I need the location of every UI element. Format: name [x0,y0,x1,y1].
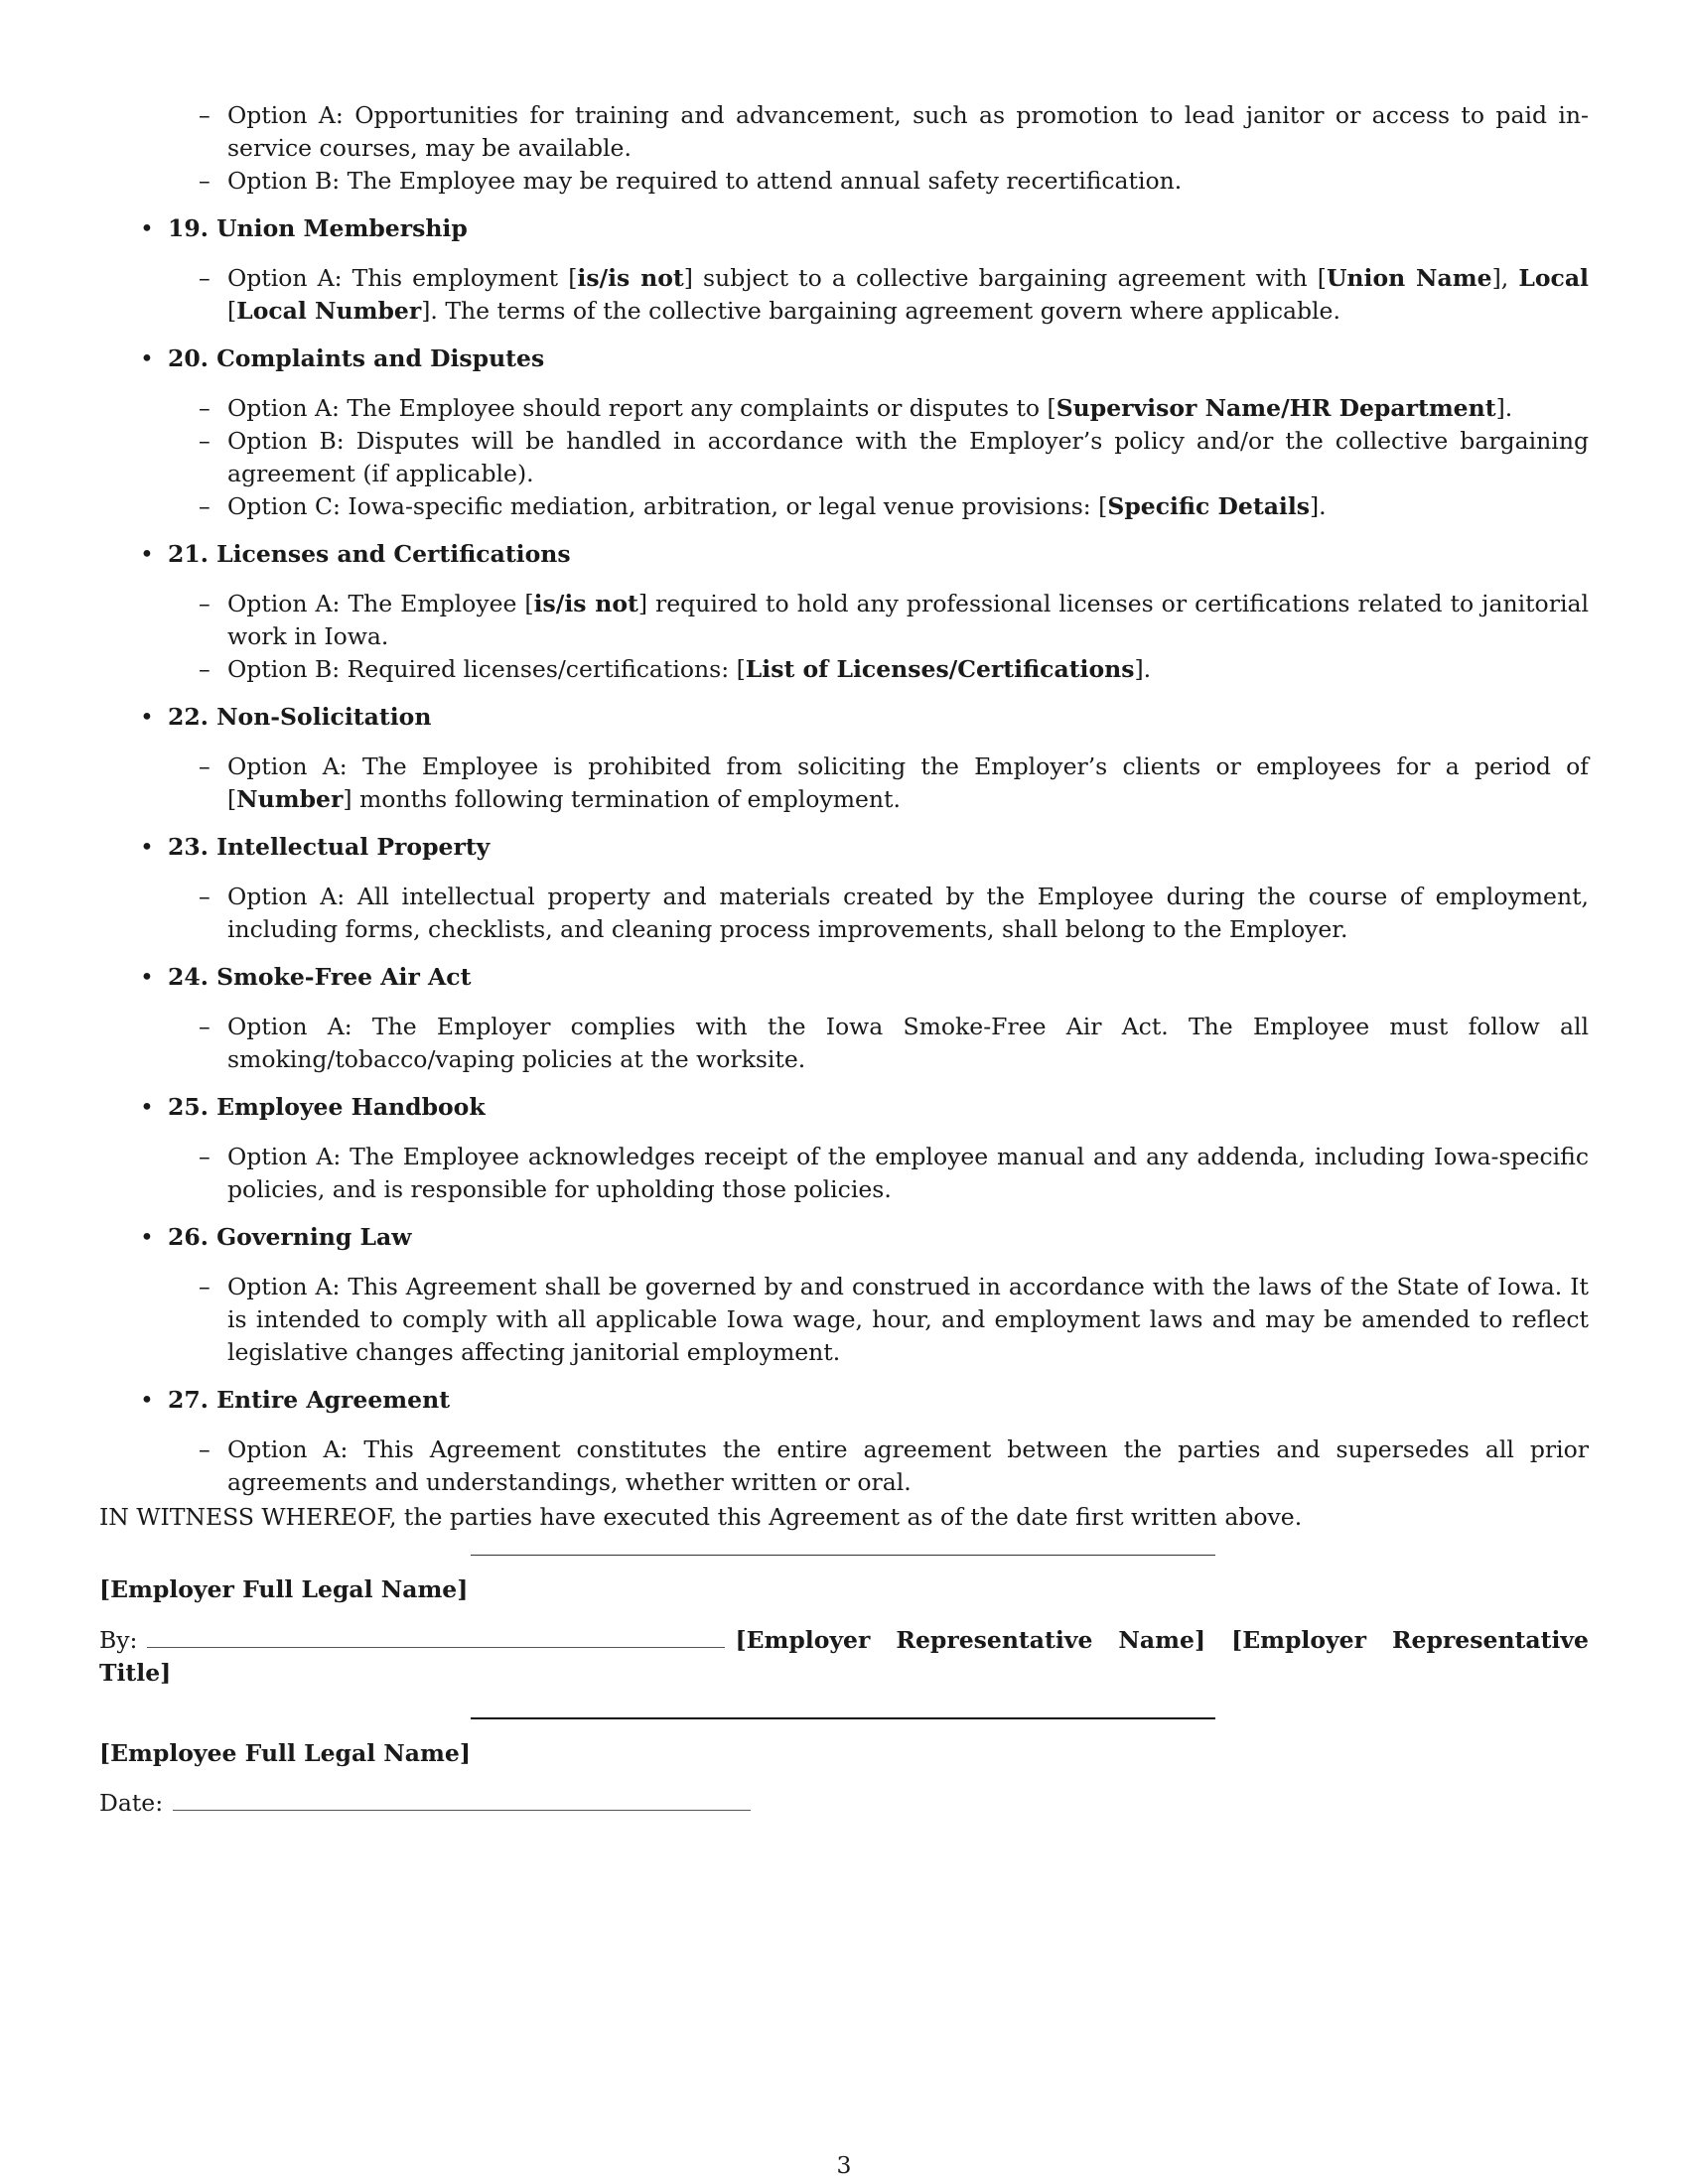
section-title: 26. Governing Law [168,1223,412,1251]
by-label: By: [99,1626,138,1654]
section-title: 21. Licenses and Certifications [168,540,571,568]
by-signature-blank[interactable] [147,1623,725,1648]
employer-representative-name: Employer Representative Name [746,1626,1195,1654]
option-item: – Option A: The Employee is prohibited from soliciting the Employer’s clients or employees for a period of [Number] months following termination of employment. [199,752,1589,813]
employee-name: [Employee Full Legal Name] [99,1739,471,1767]
section-employee-handbook [99,1091,1589,1206]
option-item: – Option A: The Employer complies with the Iowa Smoke-Free Air Act. The Employee must follow all smoking/tobacco/vaping policies at the worksite. [199,1013,1589,1073]
option-item: – Option A: This employment [is/is not] subject to a collective bargaining agreement with [Union Name], Local [Local Number]. The terms of the collective bargaining agreement govern where applicable. [199,264,1589,325]
option-item: – Option B: Required licenses/certifications: [List of Licenses/Certifications]. [199,655,1152,683]
section-union-membership [99,212,1589,328]
employer-by-row: By: [Employer Representative Name] [Employer Representative Title] [99,1623,1589,1690]
section-entire-agreement [99,1384,1589,1499]
option-item: – Option A: Opportunities for training and advancement, such as promotion to lead janitor or access to paid in-service courses, may be available. [199,101,1589,162]
bullet-icon: • [140,214,154,242]
continued-option-list [99,99,1589,198]
section-governing-law [99,1221,1589,1369]
section-complaints-disputes [99,342,1589,523]
bullet-icon: • [140,1386,154,1414]
option-item: – Option A: The Employee should report any complaints or disputes to [Supervisor Name/HR Department]. [199,394,1513,422]
option-item: – Option B: Disputes will be handled in accordance with the Employer’s policy and/or the collective bargaining agreement (if applicable). [199,427,1589,487]
section-title: 19. Union Membership [168,214,468,242]
bullet-icon: • [140,833,154,861]
section-title: 22. Non-Solicitation [168,703,432,731]
option-item: – Option B: The Employee may be required to attend annual safety recertification. [199,167,1183,195]
date-label: Date: [99,1789,164,1817]
section-intellectual-property [99,831,1589,946]
section-title: 27. Entire Agreement [168,1386,451,1414]
section-title: 25. Employee Handbook [168,1093,486,1121]
bullet-icon: • [140,344,154,372]
section-non-solicitation [99,701,1589,816]
bullet-icon: • [140,1093,154,1121]
employer-name: [Employer Full Legal Name] [99,1575,469,1603]
employer-representative-title: Employer Representative Title [99,1626,1590,1687]
bullet-icon: • [140,1223,154,1251]
section-smoke-free-air-act [99,961,1589,1076]
employee-signature-line[interactable] [471,1717,1215,1719]
witness-clause: IN WITNESS WHEREOF, the parties have executed this Agreement as of the date first written above. [99,1503,1303,1531]
section-title: 24. Smoke-Free Air Act [168,963,472,991]
option-item: – Option A: The Employee [is/is not] required to hold any professional licenses or certifications related to janitorial work in Iowa. [199,590,1589,650]
bullet-icon: • [140,703,154,731]
option-item: – Option A: This Agreement shall be governed by and construed in accordance with the laws of the State of Iowa. It is intended to comply with all applicable Iowa wage, hour, and employment laws and may be amended to reflect legislative changes affecting janitorial employment. [199,1273,1589,1366]
document-page [99,99,1589,1820]
section-title: 23. Intellectual Property [168,833,491,861]
page-number: 3 [836,2151,852,2179]
employee-date-row [99,1786,1589,1820]
option-item: – Option A: This Agreement constitutes the entire agreement between the parties and supersedes all prior agreements and understandings, whether written or oral. [199,1435,1589,1496]
bullet-icon: • [140,963,154,991]
option-item: – Option A: The Employee acknowledges receipt of the employee manual and any addenda, including Iowa-specific policies, and is responsible for upholding those policies. [199,1143,1589,1203]
option-item: – Option A: All intellectual property and materials created by the Employee during the course of employment, including forms, checklists, and cleaning process improvements, shall belong to the Employer. [199,883,1589,943]
date-blank[interactable] [173,1786,751,1811]
employer-signature-line[interactable] [471,1555,1215,1556]
option-item: – Option C: Iowa-specific mediation, arbitration, or legal venue provisions: [Specific Details]. [199,492,1327,520]
section-licenses-certifications [99,538,1589,686]
bullet-icon: • [140,540,154,568]
section-title: 20. Complaints and Disputes [168,344,545,372]
